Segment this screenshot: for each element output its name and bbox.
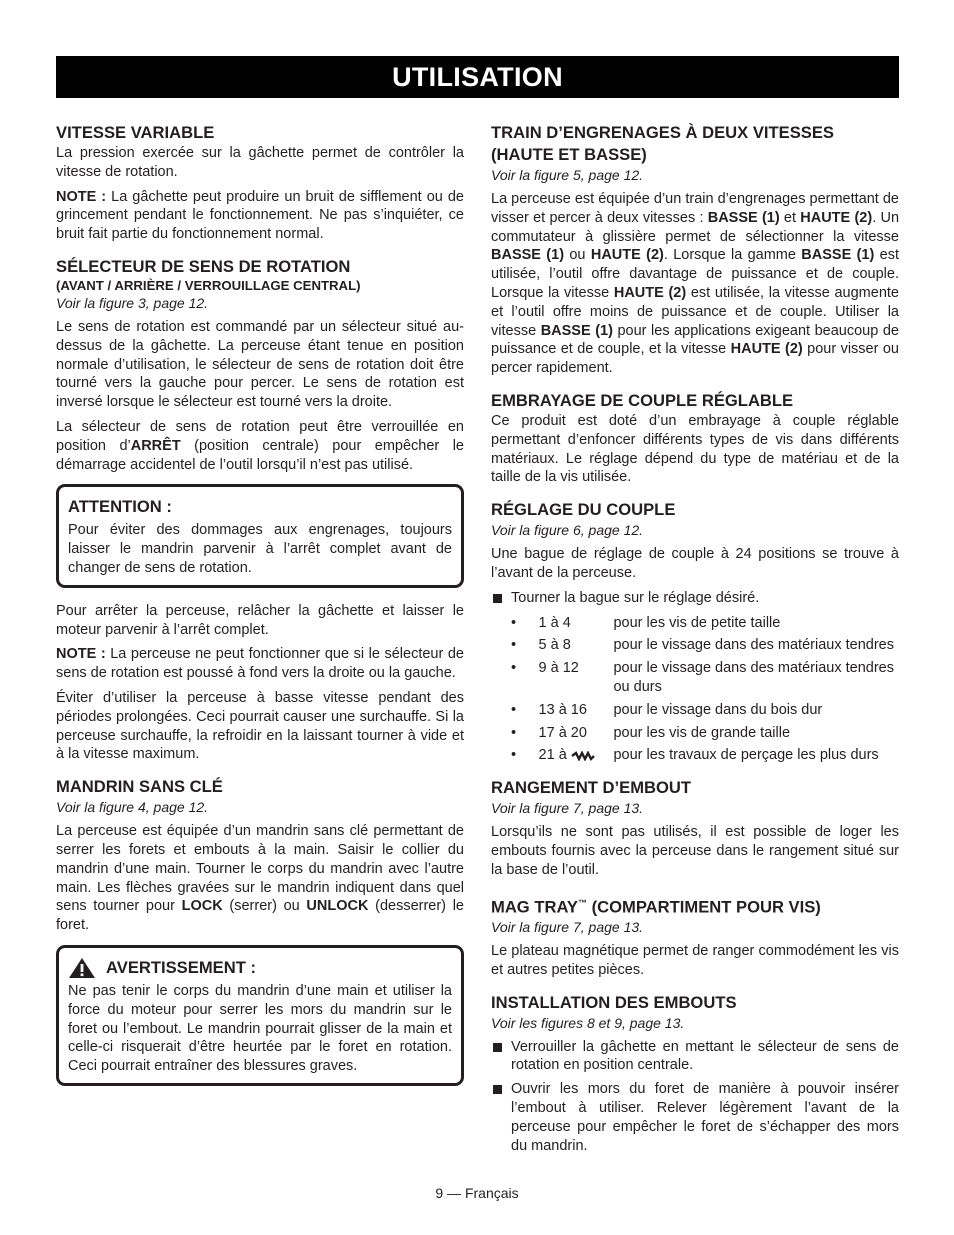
attention-box	[56, 484, 464, 587]
list-item: Verrouiller la gâchette en mettant le sélecteur de sens de rotation en position centrale.	[491, 1038, 899, 1076]
bold-text: BASSE (1)	[540, 322, 613, 339]
paragraph	[491, 190, 899, 378]
figure-reference: Voir la figure 7, page 13.	[491, 800, 644, 817]
heading-rangement: RANGEMENT D’EMBOUT	[491, 778, 692, 798]
table-row	[511, 636, 899, 659]
text: est utilisée, l’outil offre davantage de puissance et de couple. Lorsque la vitesse	[491, 247, 899, 301]
section-vitesse-variable	[56, 122, 464, 244]
paragraph: Le sens de rotation est commandé par un sélecteur situé au-dessus de la gâchette. La perceuse étant tenue en position normale d’utilisation, le sélecteur de sens de rotation doit être tourné vers la gauche pour percer. Le sens de rotation est inversé lorsque le sélecteur est tourné vers la droite.	[56, 318, 464, 411]
text: (serrer) ou	[222, 898, 307, 915]
text: . Lorsque la gamme	[663, 247, 802, 264]
text: et	[779, 209, 801, 226]
bold-text: HAUTE (2)	[800, 209, 873, 226]
section-selecteur	[56, 256, 464, 474]
setting-range: 17 à 20	[538, 724, 587, 741]
paragraph: Pour arrêter la perceuse, relâcher la gâchette et laisser le moteur parvenir à l’arrêt complet.	[56, 602, 464, 638]
setting-use: pour le vissage dans du bois dur	[613, 701, 823, 718]
paragraph: La pression exercée sur la gâchette permet de contrôler la vitesse de rotation.	[56, 145, 464, 180]
text: ou	[564, 247, 591, 264]
warning-triangle-icon	[68, 957, 96, 979]
bold-text: LOCK	[181, 898, 223, 915]
bullet-dot: •	[511, 614, 517, 631]
heading-text: MAG TRAY	[491, 897, 578, 917]
bullet-list	[491, 589, 899, 608]
bullet-dot: •	[511, 724, 517, 741]
setting-use: pour le vissage dans des matériaux tendres ou durs	[613, 660, 894, 695]
text: pour les applications exigeant beaucoup de puissance et de couple, et la vitesse	[491, 322, 899, 358]
figure-reference: Voir la figure 4, page 12.	[56, 799, 209, 816]
page-title: UTILISATION	[56, 56, 899, 98]
setting-range: 13 à 16	[538, 701, 587, 718]
avertissement-box	[56, 945, 464, 1086]
setting-range: 5 à 8	[538, 637, 571, 654]
text: (desserrer) le foret.	[56, 898, 464, 934]
section-mag-tray	[491, 892, 899, 980]
avertissement-heading	[68, 957, 452, 979]
heading-embrayage: EMBRAYAGE DE COUPLE RÉGLABLE	[491, 390, 794, 410]
bold-text: ARRÊT	[130, 437, 181, 454]
bold-text: BASSE (1)	[491, 247, 565, 264]
paragraph: Le plateau magnétique permet de ranger commodément les vis et autres petites pièces.	[491, 943, 899, 978]
table-row	[511, 724, 899, 747]
note-paragraph	[56, 188, 464, 244]
heading-vitesse-variable: VITESSE VARIABLE	[56, 123, 215, 142]
heading-installation: INSTALLATION DES EMBOUTS	[491, 992, 737, 1012]
setting-range: 9 à 12	[538, 660, 579, 677]
left-column	[56, 122, 464, 1100]
heading-mag-tray	[491, 892, 899, 919]
table-row	[511, 614, 899, 637]
list-item: Ouvrir les mors du foret de manière à pouvoir insérer l’embout à utiliser. Relever légèrement l’avant de la perceuse pour empêcher le foret de s’échapper des mors du mandrin.	[491, 1080, 899, 1155]
paragraph	[56, 822, 464, 935]
section-reglage-couple	[491, 499, 899, 769]
text: (position centrale) pour empêcher le démarrage accidentel de l’outil lorsqu’il n’est pas utilisé.	[56, 437, 464, 473]
section-mandrin	[56, 776, 464, 935]
paragraph: Ce produit est doté d’un embrayage à couple réglable permettant d’enfoncer différents types de vis dans différents matériaux. Le réglage dépend du type de matériau et de la taille de la vis utilisée.	[491, 412, 899, 486]
paragraph	[56, 418, 464, 474]
text: est utilisée, la vitesse augmente et l’outil offre moins de puissance et de couple. Utiliser la vitesse	[491, 284, 899, 339]
section-arret	[56, 602, 464, 764]
setting-use: pour les vis de grande taille	[613, 724, 791, 741]
section-rangement	[491, 777, 899, 879]
bullet-list	[491, 1038, 899, 1156]
note-label: NOTE :	[56, 188, 107, 205]
note-text: La gâchette peut produire un bruit de sifflement ou de grincement pendant le fonctionnement. Ne pas s’inquiéter, ce bruit fait partie du fonctionnement normal.	[56, 188, 464, 243]
attention-heading: ATTENTION :	[68, 497, 172, 517]
bold-text: HAUTE (2)	[590, 247, 664, 264]
setting-use: pour les vis de petite taille	[613, 614, 781, 631]
setting-use: pour le vissage dans des matériaux tendres	[613, 637, 894, 654]
bold-text: HAUTE (2)	[730, 341, 803, 358]
note-label: NOTE :	[56, 646, 106, 663]
text: La sélecteur de sens de rotation peut être verrouillée en position d’	[56, 418, 464, 454]
section-installation	[491, 992, 899, 1156]
note-paragraph	[56, 645, 464, 683]
setting-range: 1 à 4	[538, 614, 571, 631]
right-column	[491, 122, 899, 1161]
subheading-selecteur: (AVANT / ARRIÈRE / VERROUILLAGE CENTRAL)	[56, 277, 361, 293]
bullet-dot: •	[511, 637, 517, 654]
avertissement-label: AVERTISSEMENT :	[106, 957, 256, 977]
setting-range: 21 à	[538, 747, 567, 764]
bold-text: BASSE (1)	[707, 209, 780, 226]
heading-selecteur: SÉLECTEUR DE SENS DE ROTATION	[56, 256, 351, 276]
table-row	[511, 659, 899, 701]
section-train-engrenages	[491, 122, 899, 378]
torque-settings-table	[511, 614, 899, 770]
bullet-dot: •	[511, 660, 517, 677]
paragraph: Une bague de réglage de couple à 24 positions se trouve à l’avant de la perceuse.	[491, 546, 899, 581]
table-row	[511, 746, 899, 769]
figure-reference: Voir les figures 8 et 9, page 13.	[491, 1014, 685, 1031]
figure-reference: Voir la figure 3, page 12.	[56, 294, 209, 311]
heading-text: (COMPARTIMENT POUR VIS)	[586, 897, 821, 917]
note-text: La perceuse ne peut fonctionner que si le sélecteur de sens de rotation est poussé à fond vers la droite ou la gauche.	[56, 646, 464, 682]
avertissement-text: Ne pas tenir le corps du mandrin d’une main et utiliser la force du moteur pour serrer les mors du mandrin sur le foret ou l’embout. Le mandrin pourrait glisser de la main et celle-ci risquerait d’être heurtée par le foret en rotation. Ceci pourrait entraîner des blessures graves.	[68, 982, 452, 1075]
figure-reference: Voir la figure 6, page 12.	[491, 522, 644, 539]
attention-text: Pour éviter des dommages aux engrenages, toujours laisser le mandrin parvenir à l’arrêt complet avant de changer de sens de rotation.	[68, 522, 452, 576]
figure-reference: Voir la figure 7, page 13.	[491, 919, 644, 936]
text: pour visser ou percer rapidement.	[491, 341, 899, 377]
figure-reference: Voir la figure 5, page 12.	[491, 167, 644, 183]
trademark-symbol: ™	[577, 897, 587, 908]
text: La perceuse est équipée d’un mandrin sans clé permettant de serrer les forets et embouts à la main. Saisir le collier du mandrin d’une main. Tourner le corps du mandrin avec l’autre main. Les flèches gravées sur le mandrin indiquent dans quel sens tourner pour	[56, 823, 464, 915]
bold-text: UNLOCK	[306, 898, 369, 915]
bold-text: BASSE (1)	[801, 247, 875, 264]
bullet-dot: •	[511, 747, 517, 764]
text: La perceuse est équipée d’un train d’engrenages permettant de visser et percer à deux vitesses :	[491, 191, 899, 226]
text: . Un commutateur à glissière permet de sélectionner la vitesse	[491, 209, 900, 245]
paragraph: Lorsqu’ils ne sont pas utilisés, il est possible de loger les embouts fournis avec la perceuse dans le rangement situé sur la base de l’outil.	[491, 824, 899, 878]
page-footer: 9 — Français	[435, 1185, 519, 1201]
drill-bit-icon	[571, 747, 595, 763]
bold-text: HAUTE (2)	[613, 284, 687, 301]
heading-mandrin: MANDRIN SANS CLÉ	[56, 777, 223, 797]
setting-use: pour les travaux de perçage les plus durs	[613, 747, 879, 764]
table-row	[511, 701, 899, 724]
heading-train: TRAIN D’ENGRENAGES À DEUX VITESSES (HAUTE ET BASSE)	[491, 123, 834, 164]
heading-reglage: RÉGLAGE DU COUPLE	[491, 500, 676, 520]
bullet-dot: •	[511, 701, 517, 718]
paragraph: Éviter d’utiliser la perceuse à basse vitesse pendant des périodes prolongées. Ceci pourrait causer une surchauffe. Si la perceuse surchauffe, la refroidir en la laissant tourner à vide et à la vitesse maximum.	[56, 689, 464, 763]
section-embrayage	[491, 390, 899, 487]
setting-range-drill	[539, 746, 614, 769]
list-item: Tourner la bague sur le réglage désiré.	[491, 589, 899, 608]
